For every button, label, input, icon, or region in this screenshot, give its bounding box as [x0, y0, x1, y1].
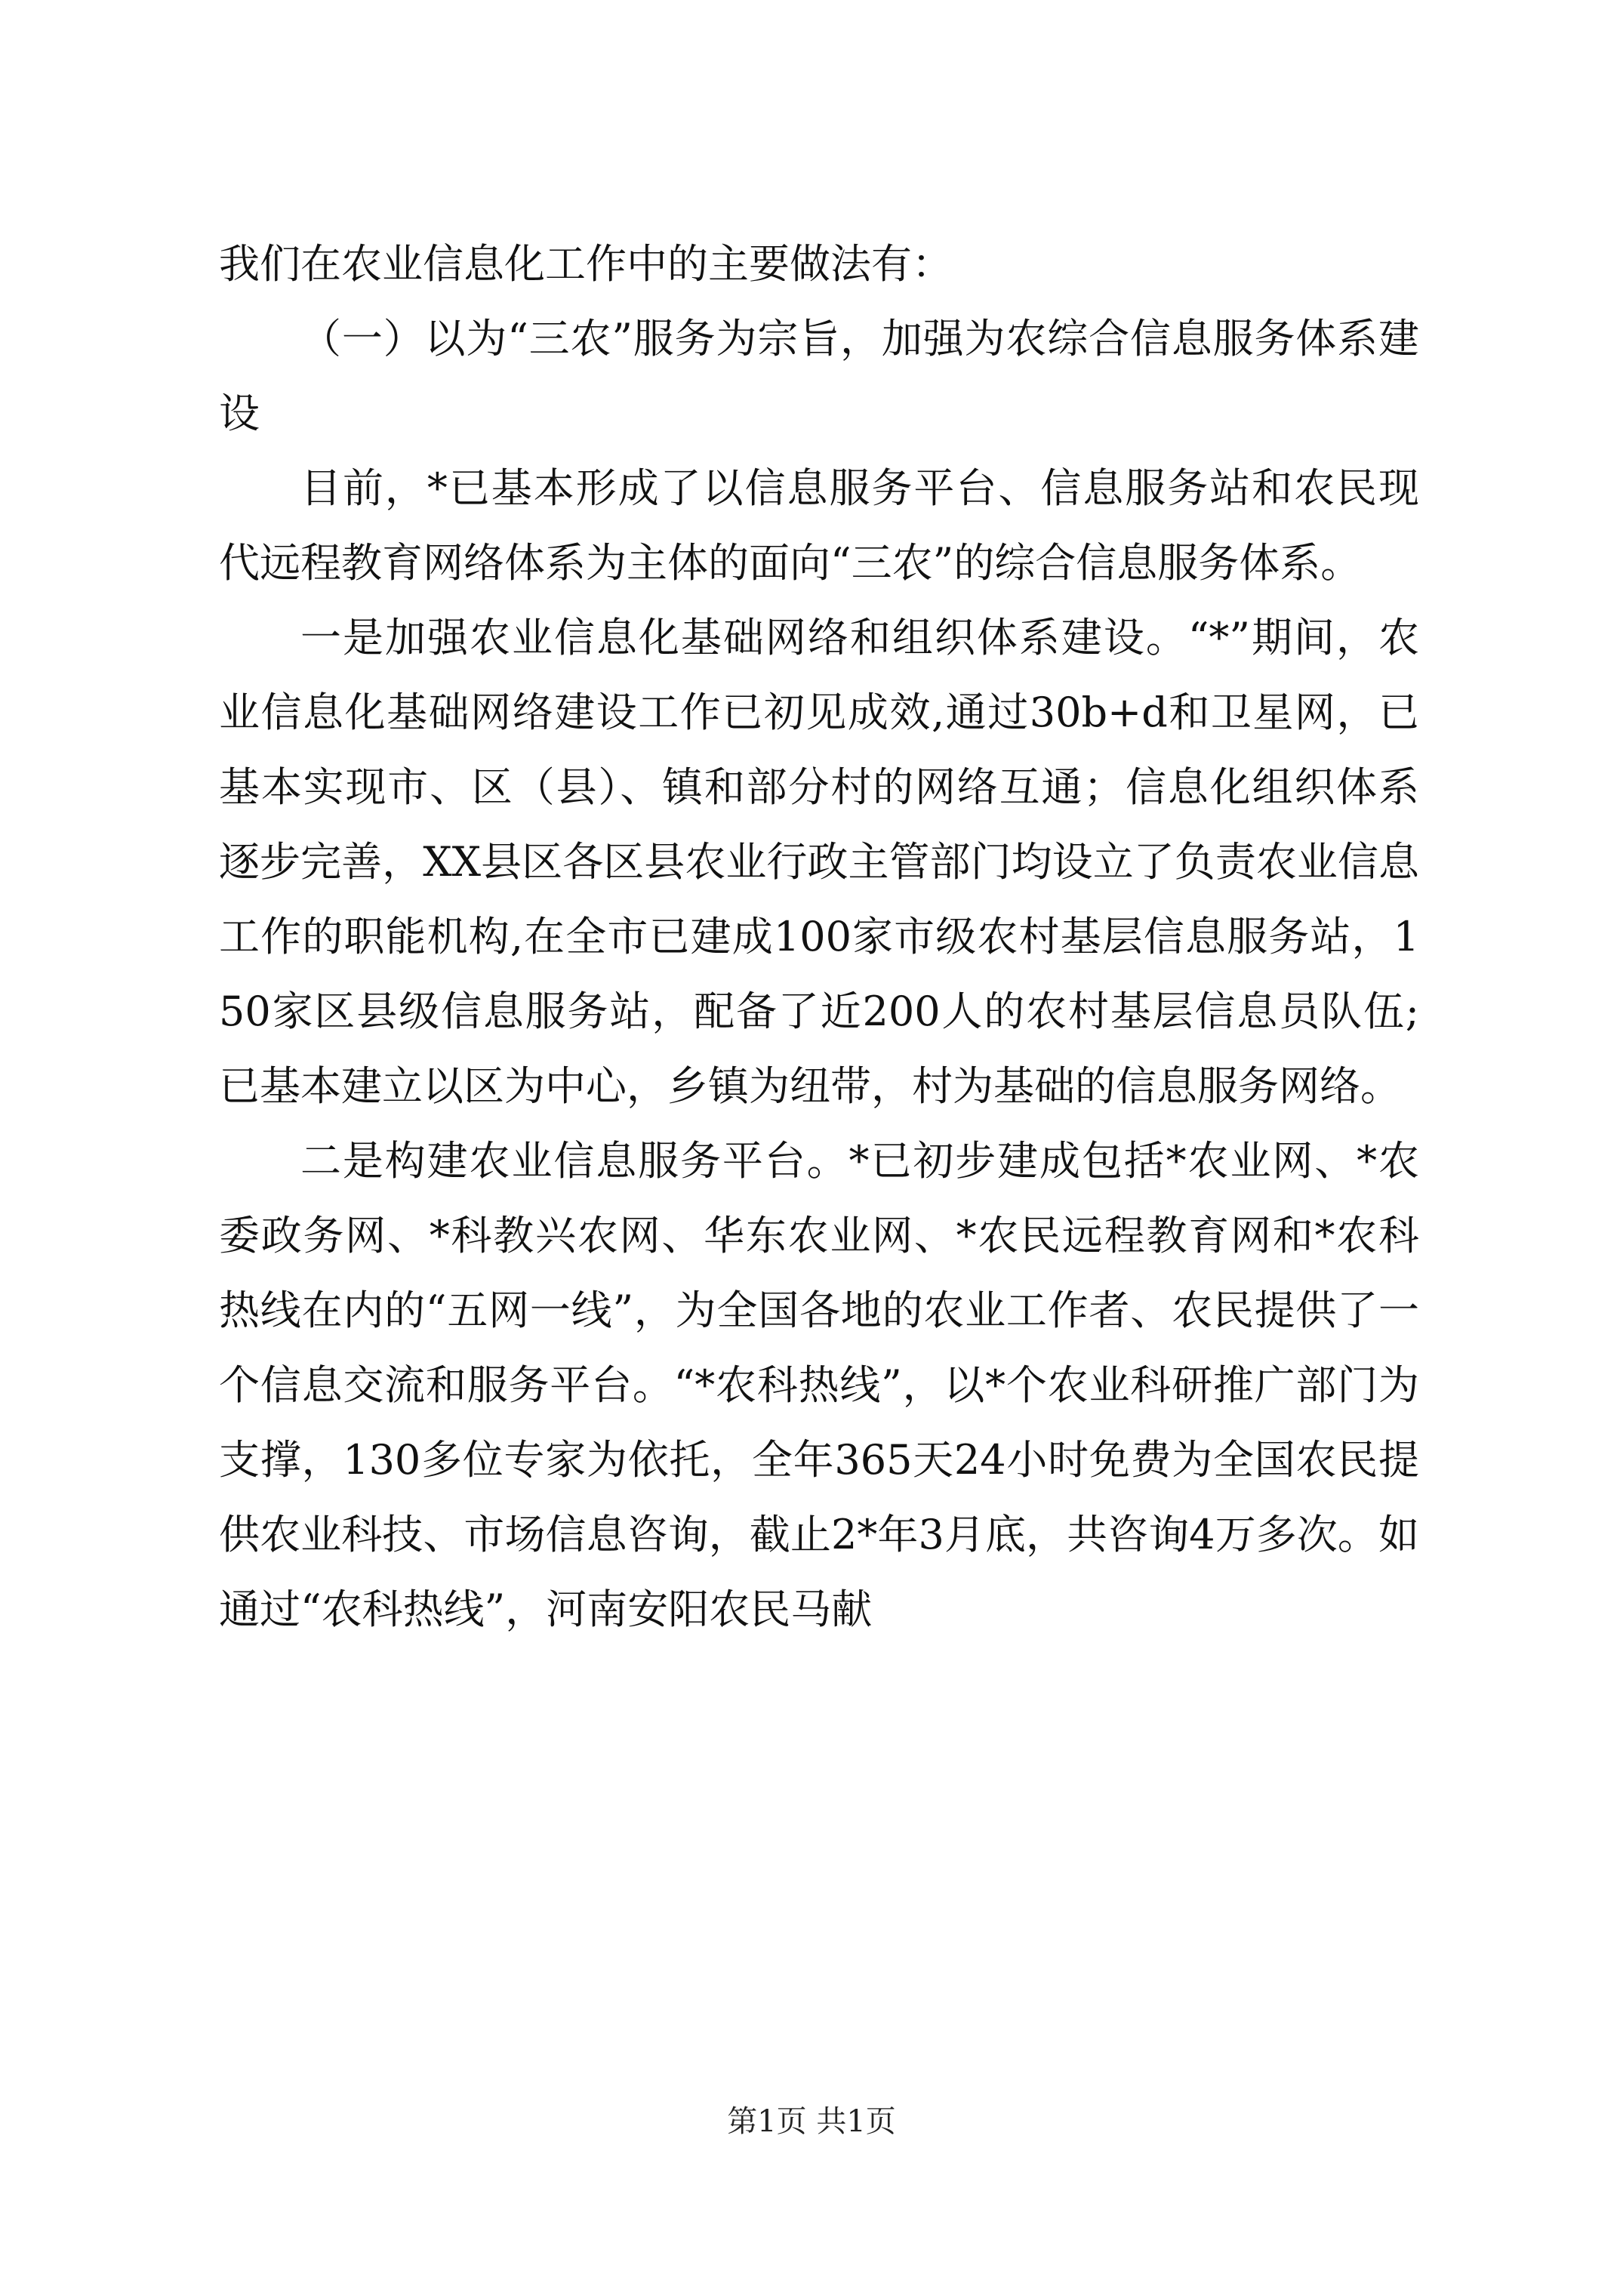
document-body — [219, 227, 1419, 1647]
body-paragraph-3: 二是构建农业信息服务平台。*已初步建成包括*农业网、*农委政务网、*科教兴农网、华东农业网、*农民远程教育网和*农科热线在内的“五网一线”，为全国各地的农业工作者、农民提供了一个信息交流和服务平台。“*农科热线”，以*个农业科研推广部门为支撑，130多位专家为依托，全年365天24小时免费为全国农民提供农业科技、市场信息咨询，截止2*年3月底，共咨询4万多次。如通过“农科热线”，河南安阳农民马献 — [219, 1137, 1419, 1633]
body-paragraph-2: 一是加强农业信息化基础网络和组织体系建设。“*”期间，农业信息化基础网络建设工作已初见成效,通过30b+d和卫星网，已基本实现市、区（县）、镇和部分村的网络互通；信息化组织体系逐步完善，XX县区各区县农业行政主管部门均设立了负责农业信息工作的职能机构,在全市已建成100家市级农村基层信息服务站，150家区县级信息服务站，配备了近200人的农村基层信息员队伍;已基本建立以区为中心，乡镇为纽带，村为基础的信息服务网络。 — [219, 614, 1419, 1110]
page-footer: 第1页 共1页 — [727, 2104, 896, 2139]
body-paragraph-1: 目前，*已基本形成了以信息服务平台、信息服务站和农民现代远程教育网络体系为主体的面向“三农”的综合信息服务体系。 — [219, 464, 1419, 587]
intro-paragraph: 我们在农业信息化工作中的主要做法有： — [219, 240, 953, 288]
section-heading: （一）以为“三农”服务为宗旨，加强为农综合信息服务体系建设 — [219, 315, 1419, 437]
